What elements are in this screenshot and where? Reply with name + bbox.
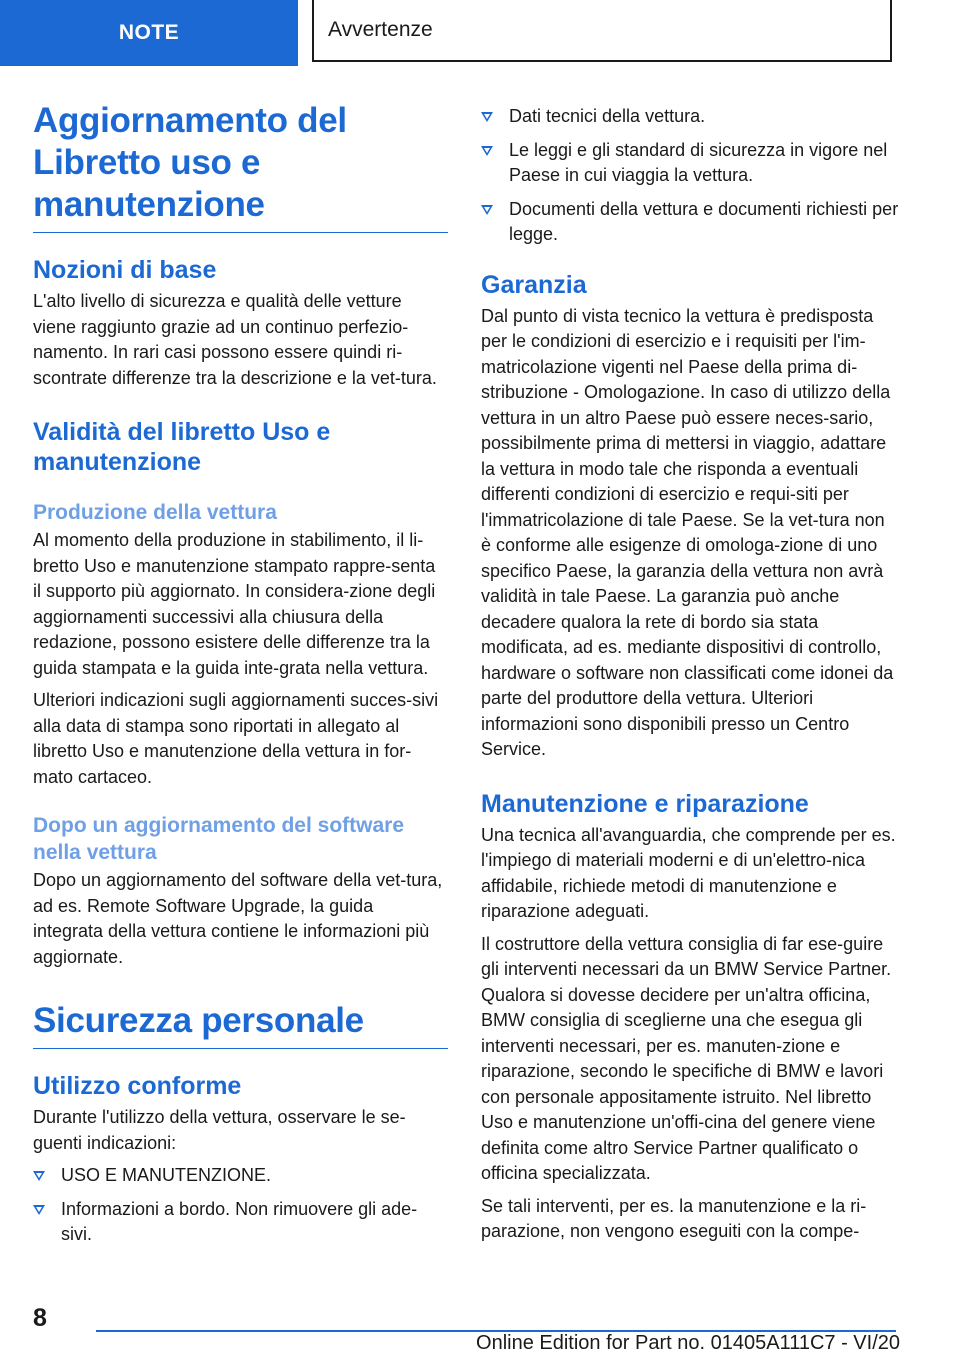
paragraph-software: Dopo un aggiornamento del software della vet-tura, ad es. Remote Software Upgrade, la guida integrata della vettura contiene le informazioni più aggiornate. bbox=[33, 870, 443, 967]
list-item: Le leggi e gli standard di sicurezza in vigore nel Paese in cui viaggia la vettura. bbox=[481, 138, 899, 189]
heading-validity: Validità del libretto Uso e manutenzione bbox=[33, 418, 331, 476]
triangle-bullet-icon bbox=[481, 112, 493, 122]
list-item: Informazioni a bordo. Non rimuovere gli ade-sivi. bbox=[33, 1197, 448, 1248]
section-title: Avvertenze bbox=[312, 0, 892, 62]
paragraph-maintenance-2: Il costruttore della vettura consiglia di far ese-guire gli interventi necessari da un BMW Service Partner. Qualora si dovesse decidere per un'altra officina, BMW consiglia di sceglierne una che esegua gli interventi necessari, per es. manuten-zione e riparazione, secondo le specifiche di BMW e lavori con personale appositamente istruito. Nel libretto Uso e manutenzione un'offi-cina del genere viene definita come altro Service Partner qualificato o officina specializzata. bbox=[481, 933, 892, 1183]
heading-software-update: Dopo un aggiornamento del software nella vettura bbox=[33, 814, 405, 864]
heading-production: Produzione della vettura bbox=[33, 501, 277, 524]
triangle-bullet-icon bbox=[33, 1171, 45, 1181]
page-header bbox=[0, 0, 960, 66]
paragraph-intended-use: Durante l'utilizzo della vettura, osservare le se-guenti indicazioni: bbox=[33, 1107, 406, 1153]
heading-libretto-update: Aggiornamento del Libretto uso e manutenzione bbox=[33, 100, 448, 233]
paragraph-basics: L'alto livello di sicurezza e qualità delle vetture viene raggiunto grazie ad un continuo perfezio-namento. In rari casi possono essere quindi ri-scontrate differenze tra la descrizione e la vet-tura. bbox=[33, 291, 437, 388]
bullet-list-right bbox=[481, 104, 899, 248]
page-number: 8 bbox=[33, 1304, 47, 1332]
triangle-bullet-icon bbox=[33, 1205, 45, 1215]
paragraph-maintenance-3: Se tali interventi, per es. la manutenzione e la ri-parazione, non vengono eseguiti con la compe- bbox=[481, 1195, 867, 1241]
list-item: Dati tecnici della vettura. bbox=[481, 104, 899, 130]
edition-note: Online Edition for Part no. 01405A111C7 - VI/20 bbox=[476, 1332, 900, 1354]
left-column bbox=[33, 100, 448, 1256]
heading-basics: Nozioni di base bbox=[33, 256, 217, 284]
paragraph-maintenance-1: Una tecnica all'avanguardia, che comprende per es. l'impiego di materiali moderni e di un'elettro-nica affidabile, richiede metodi di manutenzione e riparazione adeguati. bbox=[481, 824, 896, 921]
heading-personal-safety: Sicurezza personale bbox=[33, 1000, 448, 1049]
right-column bbox=[481, 104, 899, 1252]
heading-intended-use: Utilizzo conforme bbox=[33, 1072, 242, 1100]
heading-warranty: Garanzia bbox=[481, 270, 587, 299]
paragraph-warranty: Dal punto di vista tecnico la vettura è predisposta per le condizioni di esercizio e i requisiti per l'im-matricolazione vigenti nel Paese della prima di-stribuzione - Omologazione. In caso di utilizzo della vettura in un altro Paese può essere neces-sario, possibilmente prima di mettersi in viaggio, adattare la vettura in modo tale che risponda a eventuali differenti condizioni di esercizio e requi-siti per l'immatricolazione di tale Paese. Se la vet-tura non è conforme alle esigenze di omologa-zione di uno specifico Paese, la garanzia della vettura non avrà validità in tale Paese. La garanzia può anche decadere qualora la rete di bordo sia stata modificata, ad es. mediante dispositivi di controllo, hardware o software non classificati come idonei da parte del produttore della vettura. Ulteriori informazioni sono disponibili presso un Centro Service. bbox=[481, 305, 894, 759]
chapter-tab: NOTE bbox=[0, 0, 298, 66]
list-item: Documenti della vettura e documenti richiesti per legge. bbox=[481, 197, 899, 248]
paragraph-production-1: Al momento della produzione in stabilimento, il li-bretto Uso e manutenzione stampato rappre-senta il supporto più aggiornato. In considera-zione degli aggiornamenti successivi alla chiusura della redazione, possono esistere delle differenze tra la guida stampata e la guida inte-grata nella vettura. bbox=[33, 530, 436, 678]
triangle-bullet-icon bbox=[481, 146, 493, 156]
triangle-bullet-icon bbox=[481, 205, 493, 215]
paragraph-production-2: Ulteriori indicazioni sugli aggiornamenti succes-sivi alla data di stampa sono riportati in allegato al libretto Uso e manutenzione della vettura in for-mato cartaceo. bbox=[33, 690, 439, 787]
list-item: USO E MANUTENZIONE. bbox=[33, 1163, 448, 1189]
heading-maintenance: Manutenzione e riparazione bbox=[481, 789, 809, 818]
bullet-list-left bbox=[33, 1163, 448, 1248]
